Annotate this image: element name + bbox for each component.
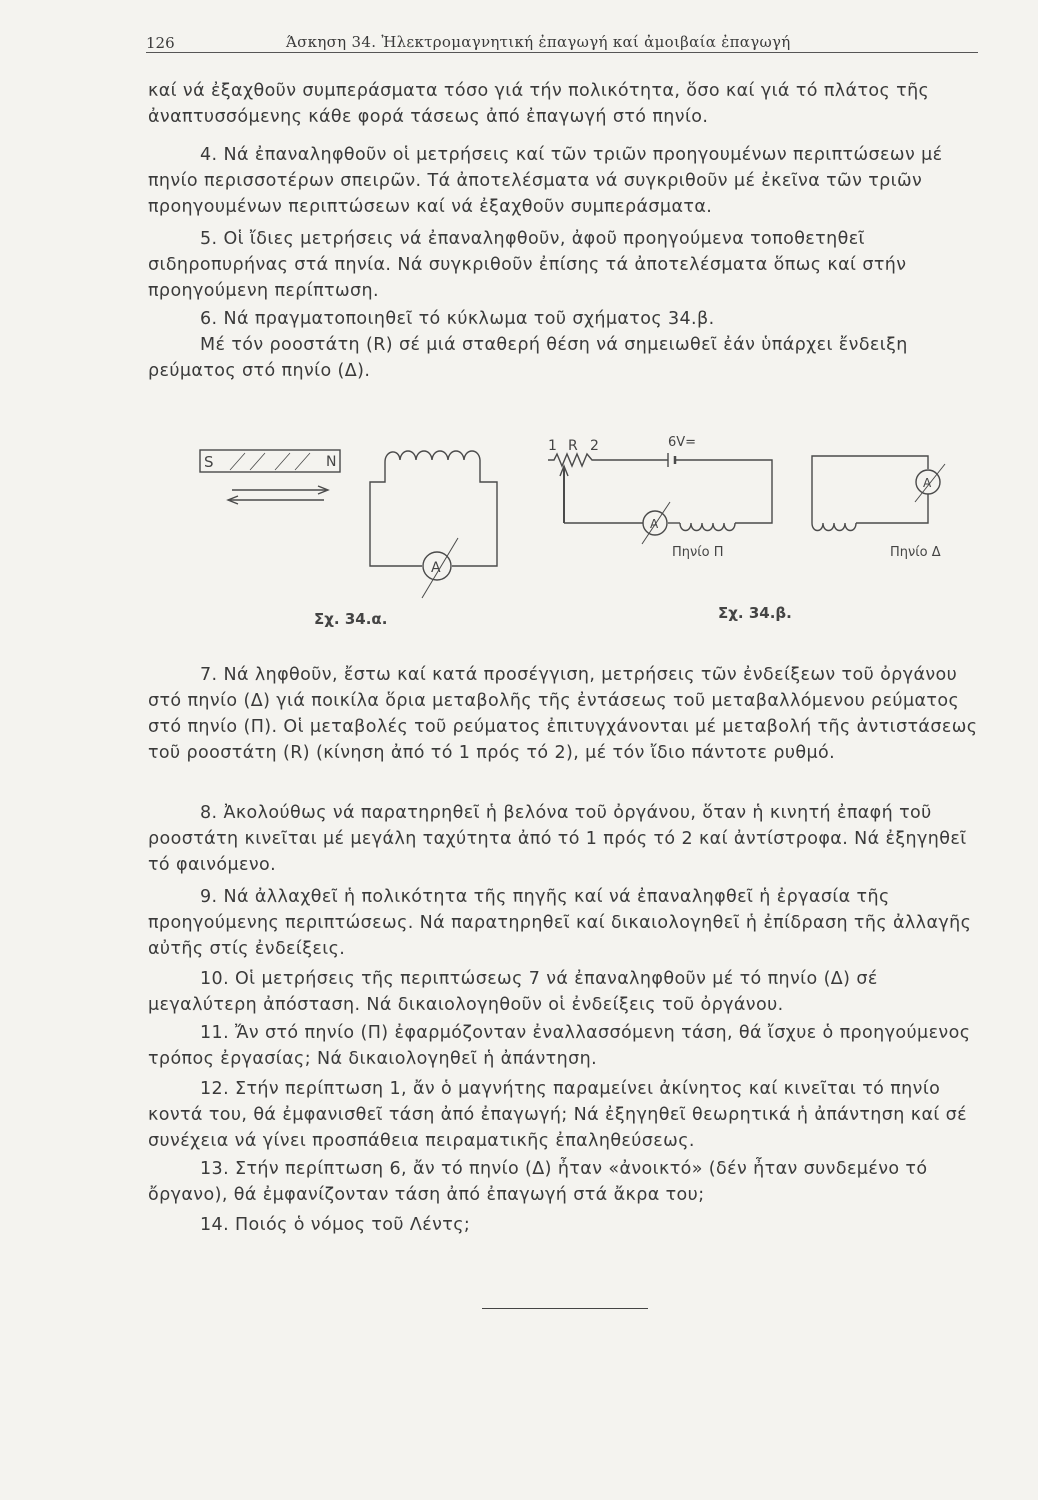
terminal-2-label: 2 (590, 438, 599, 454)
coil-34a (385, 451, 480, 462)
paragraph-13: 13. Στήν περίπτωση 6, ἄν τό πηνίο (Δ) ἦταν «ἀνοικτό» (δέν ἦταν συνδεμένο τό ὄργανο), θά ἐμφανίζονταν τάση ἀπό ἐπαγωγή στά ἄκρα του; (148, 1159, 928, 1205)
bar-magnet (200, 450, 340, 472)
running-head: Άσκηση 34. Ἠλεκτρομαγνητική ἐπαγωγή καί ἀμοιβαία ἐπαγωγή (286, 33, 791, 51)
paragraph-7: 7. Νά ληφθοῦν, ἔστω καί κατά προσέγγιση, μετρήσεις τῶν ἐνδείξεων τοῦ ὀργάνου στό πηνίο (Δ) γιά ποικίλα ὅρια μεταβολῆς τῆς ἐντάσεως τοῦ μεταβαλλόμενου ρεύματος στό πηνίο (Π). Οἱ μεταβολές τοῦ ρεύματος ἐπιτυγχάνονται μέ μεταβολή τῆς ἀντιστάσεως τοῦ ροοστάτη (R) (κίνηση ἀπό τό 1 πρός τό 2), μέ τόν ἴδιο πάντοτε ρυθμό. (148, 665, 978, 763)
coil-p-label: Πηνίο Π (672, 545, 724, 560)
magnet-north-label: N (326, 454, 337, 470)
paragraph-3-end: καί νά ἐξαχθοῦν συμπεράσματα τόσο γιά τήν πολικότητα, ὅσο καί γιά τό πλάτος τῆς ἀναπτυσσόμενης κάθε φορά τάσεως ἀπό ἐπαγωγή στό πηνίο. (148, 81, 930, 127)
paragraph-14: 14. Ποιός ὁ νόμος τοῦ Λέντς; (200, 1215, 471, 1235)
page-number: 126 (146, 34, 175, 52)
source-label: 6V= (668, 435, 697, 450)
ammeter-label-34a: A (431, 560, 441, 576)
paragraph-11: 11. Ἄν στό πηνίο (Π) ἐφαρμόζονταν ἐναλλασσόμενη τάση, θά ἴσχυε ὁ προηγούμενος τρόπος ἐργασίας; Νά δικαιολογηθεῖ ἡ ἀπάντηση. (148, 1023, 971, 1069)
caption-fig-34b: Σχ. 34.β. (718, 604, 792, 622)
page-header (146, 30, 978, 53)
end-of-section-rule (482, 1308, 648, 1309)
circuit-diagrams (190, 420, 990, 620)
paragraph-12: 12. Στήν περίπτωση 1, ἄν ὁ μαγνήτης παραμείνει ἀκίνητος καί κινεῖται τό πηνίο κοντά του, θά ἐμφανισθεῖ τάση ἀπό ἐπαγωγή; Νά ἐξηγηθεῖ θεωρητικά ἡ ἀπάντηση καί σέ συνέχεια νά γίνει προσπάθεια πειραματικῆς ἐπαληθεύσεως. (148, 1079, 968, 1151)
ammeter-label-secondary: A (923, 476, 932, 490)
paragraph-4: 4. Νά ἐπαναληφθοῦν οἱ μετρήσεις καί τῶν τριῶν προηγουμένων περιπτώσεων μέ πηνίο περισσοτέρων σπειρῶν. Τά ἀποτελέσματα νά συγκριθοῦν μέ ἐκεῖνα τῶν τριῶν προηγουμένων περιπτώσεων καί νά ἐξαχθοῦν συμπεράσματα. (148, 145, 943, 217)
magnet-hatching (230, 453, 310, 470)
rheostat-resistor (548, 454, 668, 466)
paragraph-8: 8. Ἀκολούθως νά παρατηρηθεῖ ἡ βελόνα τοῦ ὀργάνου, ὅταν ἡ κινητή ἐπαφή τοῦ ροοστάτη κινεῖται μέ μεγάλη ταχύτητα ἀπό τό 1 πρός τό 2 καί ἀντίστροφα. Νά ἐξηγηθεῖ τό φαινόμενο. (148, 803, 967, 875)
ammeter-label-primary: A (650, 517, 659, 531)
coil-d-label: Πηνίο Δ (890, 545, 941, 560)
magnet-south-label: S (204, 453, 214, 471)
caption-fig-34a: Σχ. 34.α. (314, 610, 388, 628)
coil-p (680, 523, 735, 531)
terminal-1-label: 1 (548, 438, 557, 454)
rheostat-label: R (568, 438, 578, 454)
coil-d (812, 523, 856, 531)
paragraph-6: 6. Νά πραγματοποιηθεῖ τό κύκλωμα τοῦ σχήματος 34.β. (200, 309, 715, 329)
paragraph-10: 10. Οἱ μετρήσεις τῆς περιπτώσεως 7 νά ἐπαναληφθοῦν μέ τό πηνίο (Δ) σέ μεγαλύτερη ἀπόσταση. Νά δικαιολογηθοῦν οἱ ἐνδείξεις τοῦ ὀργάνου. (148, 969, 878, 1015)
paragraph-6-detail: Μέ τόν ροοστάτη (R) σέ μιά σταθερή θέση νά σημειωθεῖ ἐάν ὑπάρχει ἔνδειξη ρεύματος στό πηνίο (Δ). (148, 335, 908, 381)
paragraph-5: 5. Οἱ ἴδιες μετρήσεις νά ἐπαναληφθοῦν, ἀφοῦ προηγούμενα τοποθετηθεῖ σιδηροπυρήνας στά πηνία. Νά συγκριθοῦν ἐπίσης τά ἀποτελέσματα ὅπως καί στήν προηγούμενη περίπτωση. (148, 229, 907, 301)
figure-circuits (190, 420, 990, 620)
paragraph-9: 9. Νά ἀλλαχθεῖ ἡ πολικότητα τῆς πηγῆς καί νά ἐπαναληφθεῖ ἡ ἐργασία τῆς προηγούμενης περιπτώσεως. Νά παρατηρηθεῖ καί δικαιολογηθεῖ ἡ ἐπίδραση τῆς ἀλλαγῆς αὐτῆς στίς ἐνδείξεις. (148, 887, 972, 959)
